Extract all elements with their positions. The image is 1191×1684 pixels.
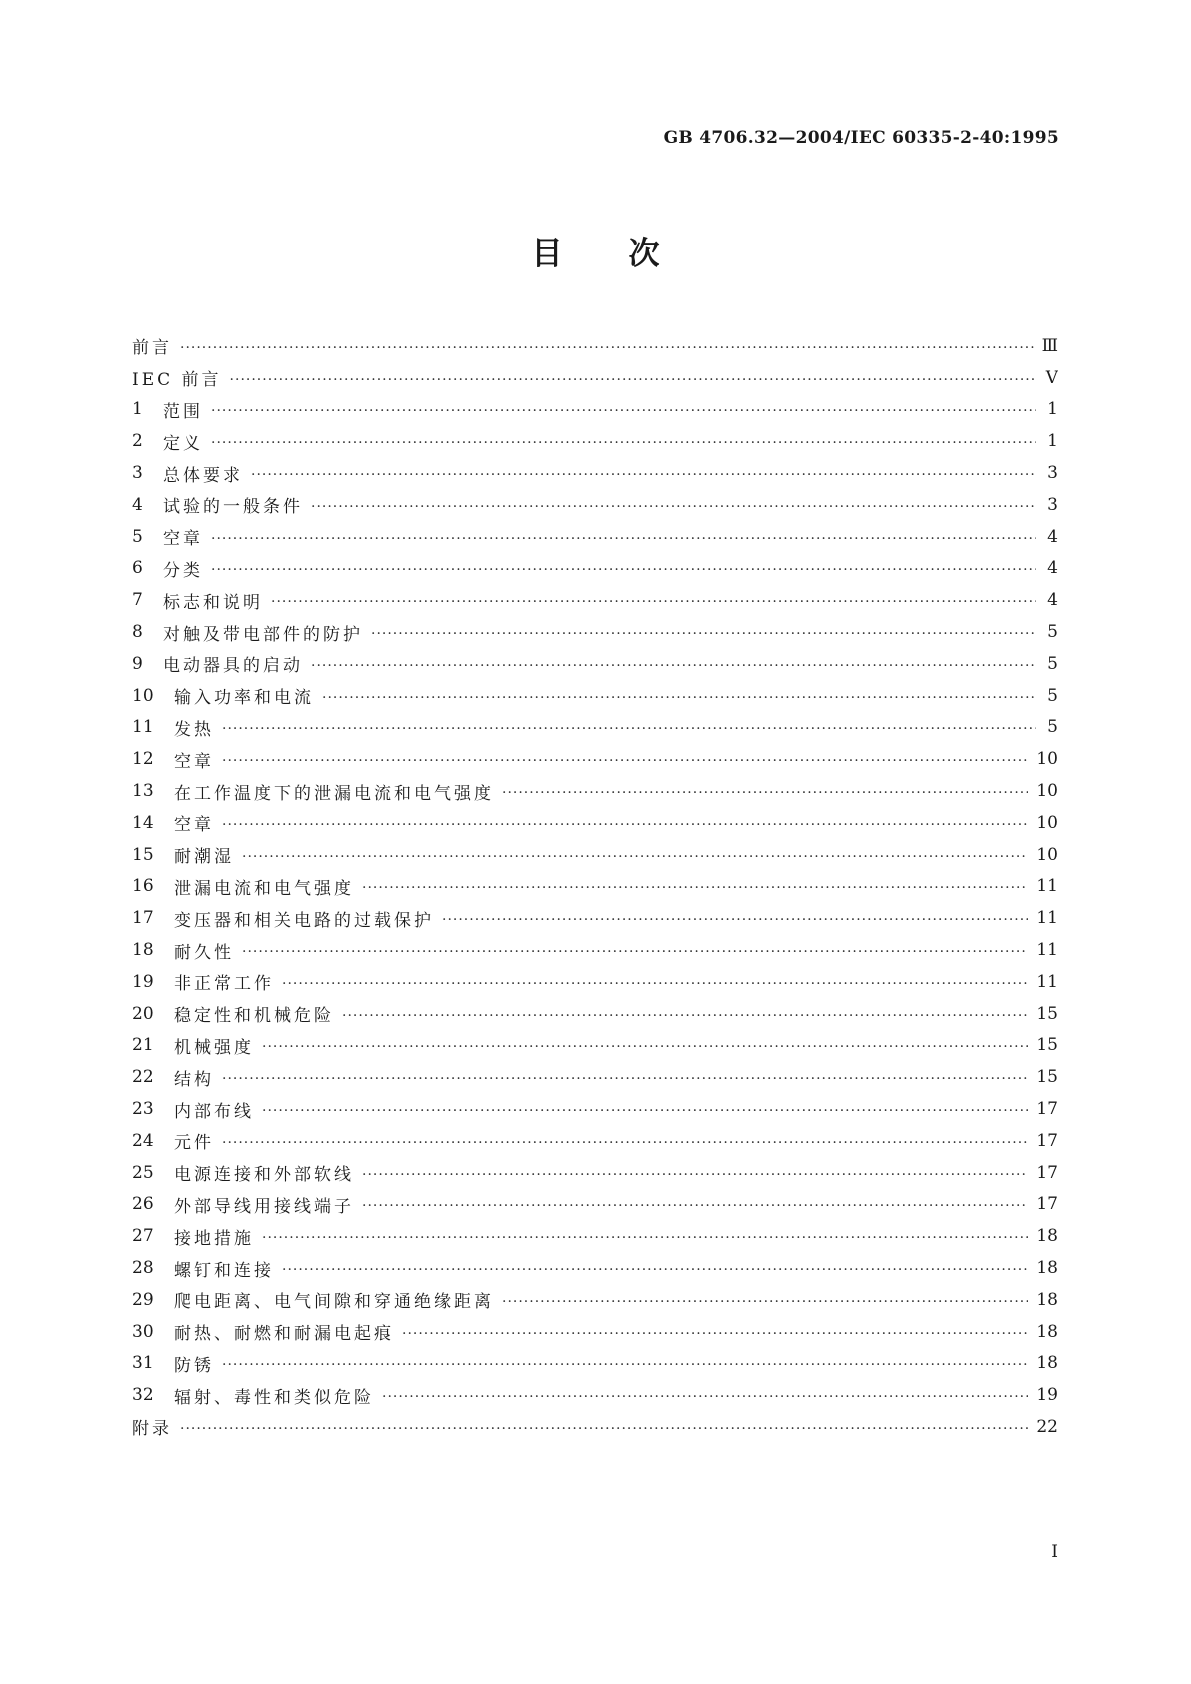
toc-entry-number: 21 (132, 1035, 154, 1056)
toc-entry-title: 辐射、毒性和类似危险 (174, 1387, 374, 1408)
toc-entry-title: 发热 (174, 719, 214, 740)
toc-entry-page: 11 (1036, 971, 1058, 992)
toc-entry-page: 5 (1047, 653, 1058, 674)
toc-entry (132, 712, 1058, 744)
toc-entry-page: 15 (1036, 1067, 1058, 1088)
toc-entry-number: 3 (132, 463, 143, 484)
toc-leader-dots (211, 531, 1036, 547)
toc-entry-page: 4 (1047, 526, 1058, 547)
toc-entry-title: 范围 (163, 401, 203, 422)
toc-leader-dots (222, 1071, 1028, 1087)
toc-leader-dots (262, 1230, 1028, 1246)
toc-entry-title: 分类 (163, 560, 203, 581)
page-title-char-1: 目 (531, 236, 563, 272)
toc-entry-number: 1 (132, 399, 143, 420)
toc-entry-title: 电动器具的启动 (163, 656, 303, 677)
toc-entry-page: 4 (1047, 558, 1058, 579)
toc-entry-number: 30 (132, 1321, 154, 1342)
toc-entry-title: 元件 (174, 1133, 214, 1154)
toc-entry (132, 871, 1058, 903)
toc-entry-number: 20 (132, 1003, 154, 1024)
toc-leader-dots (251, 467, 1036, 483)
toc-entry-page: 4 (1047, 590, 1058, 611)
toc-entry-page: 5 (1047, 685, 1058, 706)
toc-entry-number: 12 (132, 749, 154, 770)
toc-leader-dots (222, 753, 1028, 769)
toc-entry (132, 1252, 1058, 1284)
toc-entry-number: 32 (132, 1385, 154, 1406)
toc-entry-page: 10 (1036, 844, 1058, 865)
toc-leader-dots (442, 912, 1028, 928)
toc-entry-page: 11 (1036, 908, 1058, 929)
toc-entry-number: 13 (132, 781, 154, 802)
toc-entry-title: 空章 (163, 529, 203, 550)
toc-entry-number: 26 (132, 1194, 154, 1215)
toc-leader-dots (180, 340, 1034, 356)
toc-entry (132, 1379, 1058, 1411)
toc-leader-dots (502, 1294, 1028, 1310)
toc-entry (132, 330, 1058, 362)
toc-entry-page: 5 (1047, 717, 1058, 738)
toc-leader-dots (242, 944, 1028, 960)
toc-leader-dots (282, 976, 1028, 992)
toc-entry-page: 15 (1036, 1003, 1058, 1024)
toc-entry (132, 425, 1058, 457)
toc-entry-page: 10 (1036, 812, 1058, 833)
toc-entry (132, 1348, 1058, 1380)
toc-entry (132, 1316, 1058, 1348)
toc-entry-page: 5 (1047, 622, 1058, 643)
toc-entry-number: 22 (132, 1067, 154, 1088)
toc-entry-page: 1 (1047, 431, 1058, 452)
toc-leader-dots (282, 1262, 1028, 1278)
toc-entry-page: 18 (1036, 1258, 1058, 1278)
toc-leader-dots (262, 1039, 1028, 1055)
toc-entry-number: 19 (132, 971, 154, 992)
toc-entry-number: 25 (132, 1162, 154, 1183)
toc-leader-dots (271, 594, 1036, 610)
toc-entry-page: 18 (1036, 1226, 1058, 1247)
toc-entry-page: 17 (1036, 1194, 1058, 1215)
toc-leader-dots (211, 435, 1036, 451)
toc-entry-title: 变压器和相关电路的过载保护 (174, 910, 434, 931)
toc-leader-dots (222, 1357, 1028, 1373)
toc-entry-title: 空章 (174, 815, 214, 836)
toc-entry-number: 15 (132, 844, 154, 865)
toc-entry-title: 试验的一般条件 (163, 497, 303, 518)
toc-entry (132, 680, 1058, 712)
toc-entry-number: 18 (132, 940, 154, 961)
toc-entry-page: 3 (1047, 463, 1058, 484)
toc-entry-number: 16 (132, 876, 154, 897)
toc-entry-title: 爬电距离、电气间隙和穿通绝缘距离 (174, 1292, 494, 1313)
toc-entry (132, 1284, 1058, 1316)
toc-entry-number: 8 (132, 622, 143, 643)
toc-entry (132, 1220, 1058, 1252)
toc-entry-page: 15 (1036, 1035, 1058, 1056)
toc-entry-page: 10 (1036, 781, 1058, 802)
toc-leader-dots (222, 1135, 1028, 1151)
toc-entry-number: 29 (132, 1289, 154, 1310)
toc-entry-title: 外部导线用接线端子 (174, 1196, 354, 1217)
toc-entry-title: 耐热、耐燃和耐漏电起痕 (174, 1324, 394, 1345)
toc-entry-number: 17 (132, 908, 154, 929)
toc-entry-title: 泄漏电流和电气强度 (174, 878, 354, 899)
toc-leader-dots (362, 880, 1028, 896)
toc-entry-page: 3 (1047, 494, 1058, 515)
toc-leader-dots (222, 817, 1028, 833)
toc-entry-title: 结构 (174, 1069, 214, 1090)
toc-entry-title: 对触及带电部件的防护 (163, 624, 363, 645)
standard-number: GB 4706.32—2004/IEC 60335-2-40:1995 (663, 128, 1059, 148)
toc-entry-title: 耐潮湿 (174, 847, 234, 868)
toc-entry-title: 机械强度 (174, 1037, 254, 1058)
toc-entry-page: Ⅴ (1045, 367, 1058, 388)
toc-entry (132, 1125, 1058, 1157)
toc-leader-dots (311, 499, 1036, 515)
toc-entry-page: Ⅲ (1041, 335, 1058, 356)
toc-entry (132, 394, 1058, 426)
toc-leader-dots (342, 1008, 1028, 1024)
toc-entry-number: 6 (132, 558, 143, 579)
toc-entry-page: 18 (1036, 1289, 1058, 1310)
table-of-contents (132, 330, 1058, 1443)
toc-entry-title: 标志和说明 (163, 592, 263, 613)
toc-entry-page: 17 (1036, 1130, 1058, 1151)
toc-entry (132, 775, 1058, 807)
toc-entry-number: 4 (132, 494, 143, 515)
toc-entry (132, 584, 1058, 616)
toc-leader-dots (322, 690, 1036, 706)
toc-entry-number: 27 (132, 1226, 154, 1247)
toc-entry-page: 18 (1036, 1321, 1058, 1342)
toc-entry (132, 902, 1058, 934)
toc-entry (132, 966, 1058, 998)
toc-entry (132, 1411, 1058, 1443)
toc-entry-title: 定义 (163, 433, 203, 454)
toc-entry (132, 1061, 1058, 1093)
toc-entry-page: 22 (1036, 1416, 1058, 1437)
toc-entry-number: 11 (132, 717, 154, 738)
toc-leader-dots (180, 1421, 1028, 1437)
toc-entry-page: 1 (1047, 399, 1058, 420)
toc-entry (132, 839, 1058, 871)
toc-entry-number: 2 (132, 431, 143, 452)
toc-entry-title: 接地措施 (174, 1228, 254, 1249)
toc-leader-dots (222, 721, 1036, 737)
toc-leader-dots (211, 403, 1036, 419)
toc-entry (132, 1093, 1058, 1125)
toc-entry-title: 非正常工作 (174, 974, 274, 995)
toc-entry (132, 616, 1058, 648)
toc-entry-title: 输入功率和电流 (174, 688, 314, 709)
toc-leader-dots (230, 372, 1036, 388)
toc-entry-title: 总体要求 (163, 465, 243, 486)
page-title (0, 228, 1191, 273)
toc-entry (132, 648, 1058, 680)
toc-entry (132, 1157, 1058, 1189)
toc-entry (132, 1189, 1058, 1221)
toc-entry-title: 在工作温度下的泄漏电流和电气强度 (174, 783, 494, 804)
toc-leader-dots (362, 1167, 1028, 1183)
toc-leader-dots (371, 626, 1036, 642)
toc-entry-page: 19 (1036, 1385, 1058, 1406)
page-title-char-2: 次 (628, 236, 660, 272)
toc-entry-title: 空章 (174, 751, 214, 772)
toc-leader-dots (362, 1198, 1028, 1214)
toc-entry-title: IEC 前言 (132, 370, 222, 391)
toc-entry-title: 附录 (132, 1419, 172, 1440)
toc-entry-number: 28 (132, 1258, 154, 1278)
toc-entry-title: 螺钉和连接 (174, 1260, 274, 1281)
toc-entry-number: 9 (132, 653, 143, 674)
toc-entry (132, 807, 1058, 839)
toc-entry-title: 稳定性和机械危险 (174, 1006, 334, 1027)
toc-leader-dots (262, 1103, 1028, 1119)
toc-entry (132, 553, 1058, 585)
toc-entry-page: 17 (1036, 1099, 1058, 1120)
toc-leader-dots (211, 562, 1036, 578)
toc-entry (132, 998, 1058, 1030)
toc-entry-title: 前言 (132, 338, 172, 359)
toc-entry-page: 17 (1036, 1162, 1058, 1183)
toc-entry (132, 489, 1058, 521)
toc-entry (132, 934, 1058, 966)
toc-entry-number: 24 (132, 1130, 154, 1151)
toc-entry (132, 743, 1058, 775)
toc-leader-dots (242, 849, 1028, 865)
toc-entry-number: 31 (132, 1353, 154, 1374)
toc-entry-title: 防锈 (174, 1355, 214, 1376)
toc-entry (132, 457, 1058, 489)
toc-leader-dots (502, 785, 1028, 801)
toc-entry-number: 5 (132, 526, 143, 547)
toc-entry-page: 18 (1036, 1353, 1058, 1374)
toc-entry-title: 耐久性 (174, 942, 234, 963)
toc-entry (132, 362, 1058, 394)
toc-leader-dots (402, 1326, 1028, 1342)
toc-entry-title: 内部布线 (174, 1101, 254, 1122)
toc-entry-page: 10 (1036, 749, 1058, 770)
toc-entry-number: 14 (132, 812, 154, 833)
toc-entry-number: 10 (132, 685, 154, 706)
toc-leader-dots (311, 658, 1036, 674)
toc-entry-title: 电源连接和外部软线 (174, 1165, 354, 1186)
page-number: I (1051, 1542, 1058, 1562)
toc-entry-number: 23 (132, 1099, 154, 1120)
toc-entry-page: 11 (1036, 940, 1058, 961)
toc-entry-page: 11 (1036, 876, 1058, 897)
toc-entry-number: 7 (132, 590, 143, 611)
toc-entry (132, 521, 1058, 553)
toc-entry (132, 1030, 1058, 1062)
toc-leader-dots (382, 1389, 1028, 1405)
